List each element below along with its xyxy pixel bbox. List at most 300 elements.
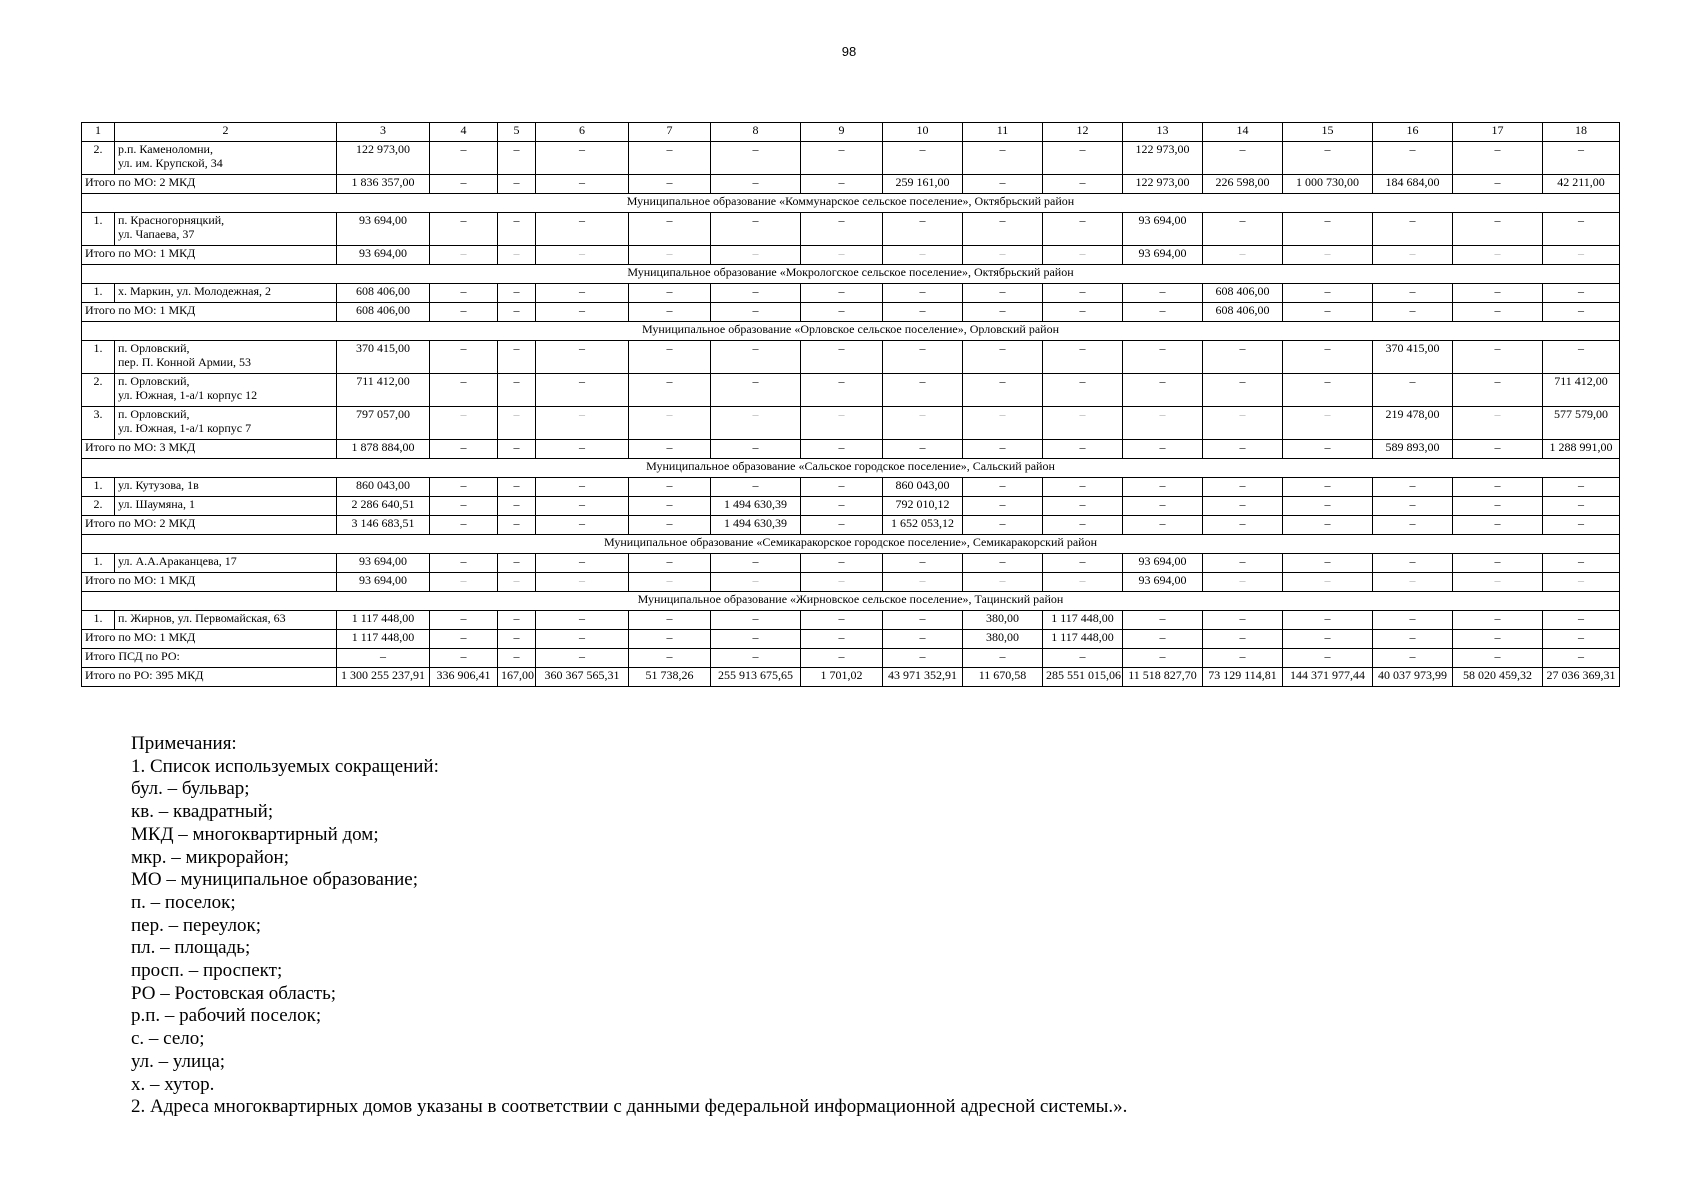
report-table (81, 122, 1620, 687)
value-cell: – (1453, 246, 1543, 265)
value-cell: 259 161,00 (883, 175, 963, 194)
value-cell: – (1373, 478, 1453, 497)
value-cell: – (1123, 407, 1203, 440)
note-line: ул. – улица; (131, 1050, 226, 1072)
value-cell: – (883, 611, 963, 630)
row-index: 1. (82, 213, 115, 246)
value-cell: – (629, 478, 711, 497)
row-index: 3. (82, 407, 115, 440)
value-cell: – (1283, 440, 1373, 459)
value-cell: 1 836 357,00 (337, 175, 430, 194)
value-cell: 43 971 352,91 (883, 668, 963, 687)
value-cell: – (1453, 573, 1543, 592)
value-cell: – (1543, 303, 1620, 322)
value-cell: – (1043, 478, 1123, 497)
value-cell: – (1283, 303, 1373, 322)
section-title: Муниципальное образование «Жирновское сельское поселение», Тацинский район (82, 592, 1620, 611)
value-cell: – (629, 440, 711, 459)
value-cell: – (711, 478, 801, 497)
note-line: МКД – многоквартирный дом; (131, 823, 379, 845)
value-cell: – (1283, 213, 1373, 246)
value-cell: – (430, 516, 498, 535)
value-cell: – (1453, 284, 1543, 303)
value-cell: – (1043, 407, 1123, 440)
value-cell: – (883, 573, 963, 592)
value-cell: – (1373, 611, 1453, 630)
value-cell: – (1283, 478, 1373, 497)
value-cell: – (1373, 213, 1453, 246)
value-cell: – (963, 516, 1043, 535)
section-title: Муниципальное образование «Мокрологское сельское поселение», Октябрьский район (82, 265, 1620, 284)
value-cell: – (801, 649, 883, 668)
column-number-row (82, 123, 1620, 142)
total-row (82, 668, 1620, 687)
value-cell: – (711, 554, 801, 573)
value-cell: – (801, 213, 883, 246)
value-cell: – (963, 175, 1043, 194)
column-number: 13 (1123, 123, 1203, 142)
value-cell: – (963, 554, 1043, 573)
column-number: 14 (1203, 123, 1283, 142)
value-cell: – (536, 175, 629, 194)
section-row (82, 459, 1620, 478)
value-cell: 1 288 991,00 (1543, 440, 1620, 459)
value-cell: – (536, 407, 629, 440)
value-cell: – (536, 516, 629, 535)
value-cell: – (1203, 374, 1283, 407)
value-cell: – (1373, 246, 1453, 265)
value-cell: – (1203, 142, 1283, 175)
value-cell: – (430, 554, 498, 573)
value-cell: – (1543, 246, 1620, 265)
address-cell: п. Орловский, ул. Южная, 1-а/1 корпус 12 (115, 374, 337, 407)
value-cell: – (1283, 284, 1373, 303)
value-cell: – (1283, 497, 1373, 516)
value-cell: – (1043, 142, 1123, 175)
value-cell: – (883, 246, 963, 265)
value-cell: – (801, 611, 883, 630)
note-line: 1. Список используемых сокращений: (131, 755, 439, 777)
value-cell: – (430, 374, 498, 407)
address-cell: п. Орловский, пер. П. Конной Армии, 53 (115, 341, 337, 374)
value-cell: – (1283, 649, 1373, 668)
value-cell: – (711, 246, 801, 265)
value-cell: – (1453, 630, 1543, 649)
value-cell: – (629, 611, 711, 630)
value-cell: – (801, 284, 883, 303)
address-cell: п. Жирнов, ул. Первомайская, 63 (115, 611, 337, 630)
note-line: 2. Адреса многоквартирных домов указаны в соответствии с данными федеральной информационной адресной системы.». (131, 1096, 1128, 1118)
value-cell: – (1543, 611, 1620, 630)
value-cell: 1 117 448,00 (1043, 611, 1123, 630)
value-cell: – (498, 497, 536, 516)
column-number: 10 (883, 123, 963, 142)
value-cell: 1 494 630,39 (711, 497, 801, 516)
value-cell: – (536, 554, 629, 573)
row-index: 1. (82, 611, 115, 630)
table-row (82, 611, 1620, 630)
value-cell: – (536, 440, 629, 459)
value-cell: 1 300 255 237,91 (337, 668, 430, 687)
value-cell: – (1283, 341, 1373, 374)
value-cell: 219 478,00 (1373, 407, 1453, 440)
total-label: Итого по МО: 1 МКД (82, 630, 337, 649)
value-cell: – (498, 649, 536, 668)
value-cell: – (1543, 142, 1620, 175)
value-cell: 608 406,00 (1203, 303, 1283, 322)
value-cell: – (963, 213, 1043, 246)
value-cell: – (711, 649, 801, 668)
value-cell: – (1543, 284, 1620, 303)
value-cell: 144 371 977,44 (1283, 668, 1373, 687)
value-cell: 122 973,00 (1123, 175, 1203, 194)
value-cell: 1 117 448,00 (337, 611, 430, 630)
value-cell: – (536, 284, 629, 303)
value-cell: – (963, 374, 1043, 407)
column-number: 16 (1373, 123, 1453, 142)
value-cell: 336 906,41 (430, 668, 498, 687)
column-number: 3 (337, 123, 430, 142)
value-cell: – (430, 611, 498, 630)
table-row (82, 341, 1620, 374)
value-cell: – (1123, 649, 1203, 668)
value-cell: – (1043, 516, 1123, 535)
value-cell: – (963, 573, 1043, 592)
value-cell: – (1043, 649, 1123, 668)
value-cell: – (883, 341, 963, 374)
value-cell: – (536, 246, 629, 265)
value-cell: 1 878 884,00 (337, 440, 430, 459)
table-row (82, 374, 1620, 407)
value-cell: – (1123, 497, 1203, 516)
value-cell: – (536, 478, 629, 497)
value-cell: 285 551 015,06 (1043, 668, 1123, 687)
value-cell: – (1043, 246, 1123, 265)
note-line: р.п. – рабочий поселок; (131, 1005, 322, 1027)
value-cell: 11 670,58 (963, 668, 1043, 687)
value-cell: 360 367 565,31 (536, 668, 629, 687)
value-cell: – (1123, 303, 1203, 322)
total-label: Итого по МО: 1 МКД (82, 303, 337, 322)
value-cell: – (1203, 213, 1283, 246)
value-cell: – (629, 142, 711, 175)
section-row (82, 592, 1620, 611)
column-number: 5 (498, 123, 536, 142)
value-cell: – (1453, 611, 1543, 630)
value-cell: – (963, 303, 1043, 322)
value-cell: – (629, 649, 711, 668)
value-cell: – (629, 341, 711, 374)
total-label: Итого по МО: 3 МКД (82, 440, 337, 459)
value-cell: – (963, 341, 1043, 374)
value-cell: – (1283, 611, 1373, 630)
value-cell: – (1453, 142, 1543, 175)
value-cell: – (711, 374, 801, 407)
value-cell: 93 694,00 (337, 213, 430, 246)
value-cell: – (1043, 303, 1123, 322)
column-number: 18 (1543, 123, 1620, 142)
value-cell: 73 129 114,81 (1203, 668, 1283, 687)
value-cell: – (711, 213, 801, 246)
value-cell: – (1453, 440, 1543, 459)
value-cell: 93 694,00 (1123, 573, 1203, 592)
value-cell: 184 684,00 (1373, 175, 1453, 194)
value-cell: – (883, 303, 963, 322)
row-index: 2. (82, 142, 115, 175)
value-cell: – (963, 407, 1043, 440)
value-cell: – (1123, 440, 1203, 459)
value-cell: 1 117 448,00 (1043, 630, 1123, 649)
value-cell: – (963, 440, 1043, 459)
address-cell: х. Маркин, ул. Молодежная, 2 (115, 284, 337, 303)
value-cell: – (1373, 374, 1453, 407)
value-cell: – (1283, 246, 1373, 265)
value-cell: – (801, 341, 883, 374)
value-cell: 608 406,00 (337, 284, 430, 303)
value-cell: 1 000 730,00 (1283, 175, 1373, 194)
value-cell: – (1203, 630, 1283, 649)
value-cell: – (536, 374, 629, 407)
table-row (82, 407, 1620, 440)
table-row (82, 213, 1620, 246)
column-number: 8 (711, 123, 801, 142)
value-cell: – (711, 630, 801, 649)
table-row (82, 142, 1620, 175)
value-cell: – (883, 407, 963, 440)
column-number: 7 (629, 123, 711, 142)
value-cell: – (498, 175, 536, 194)
value-cell: – (1043, 284, 1123, 303)
value-cell: 93 694,00 (1123, 554, 1203, 573)
value-cell: 93 694,00 (337, 554, 430, 573)
column-number: 4 (430, 123, 498, 142)
value-cell: – (1203, 497, 1283, 516)
value-cell: – (430, 649, 498, 668)
value-cell: – (801, 516, 883, 535)
value-cell: – (801, 303, 883, 322)
value-cell: 27 036 369,31 (1543, 668, 1620, 687)
section-title: Муниципальное образование «Сальское городское поселение», Сальский район (82, 459, 1620, 478)
table-row (82, 497, 1620, 516)
value-cell: – (711, 440, 801, 459)
value-cell: – (801, 554, 883, 573)
value-cell: – (629, 213, 711, 246)
value-cell: – (1203, 246, 1283, 265)
value-cell: – (1043, 374, 1123, 407)
value-cell: – (1453, 213, 1543, 246)
value-cell: – (801, 478, 883, 497)
value-cell: 1 701,02 (801, 668, 883, 687)
value-cell: – (1543, 630, 1620, 649)
value-cell: – (883, 142, 963, 175)
note-line: п. – поселок; (131, 891, 236, 913)
address-cell: ул. Шаумяна, 1 (115, 497, 337, 516)
value-cell: – (1043, 213, 1123, 246)
value-cell: 370 415,00 (1373, 341, 1453, 374)
value-cell: – (536, 142, 629, 175)
value-cell: – (536, 611, 629, 630)
value-cell: – (498, 440, 536, 459)
value-cell: – (629, 573, 711, 592)
value-cell: 226 598,00 (1203, 175, 1283, 194)
note-line: просп. – проспект; (131, 960, 283, 982)
row-index: 2. (82, 374, 115, 407)
value-cell: 589 893,00 (1373, 440, 1453, 459)
value-cell: – (1123, 630, 1203, 649)
value-cell: 711 412,00 (1543, 374, 1620, 407)
value-cell: – (430, 341, 498, 374)
total-row (82, 573, 1620, 592)
value-cell: – (1453, 649, 1543, 668)
value-cell: 380,00 (963, 630, 1043, 649)
value-cell: – (498, 478, 536, 497)
note-line: с. – село; (131, 1028, 205, 1050)
value-cell: – (1453, 554, 1543, 573)
value-cell: – (1543, 573, 1620, 592)
column-number: 17 (1453, 123, 1543, 142)
value-cell: – (1203, 440, 1283, 459)
note-line: бул. – бульвар; (131, 778, 250, 800)
value-cell: – (498, 303, 536, 322)
column-number: 6 (536, 123, 629, 142)
value-cell: 608 406,00 (1203, 284, 1283, 303)
value-cell: – (711, 611, 801, 630)
value-cell: – (963, 142, 1043, 175)
value-cell: – (883, 374, 963, 407)
value-cell: – (498, 284, 536, 303)
value-cell: 2 286 640,51 (337, 497, 430, 516)
value-cell: – (536, 573, 629, 592)
value-cell: – (430, 142, 498, 175)
total-label: Итого по МО: 1 МКД (82, 246, 337, 265)
row-index: 1. (82, 554, 115, 573)
value-cell: 860 043,00 (883, 478, 963, 497)
value-cell: 792 010,12 (883, 497, 963, 516)
value-cell: – (629, 630, 711, 649)
value-cell: 1 494 630,39 (711, 516, 801, 535)
column-number: 11 (963, 123, 1043, 142)
value-cell: – (711, 303, 801, 322)
value-cell: 608 406,00 (337, 303, 430, 322)
value-cell: – (1373, 303, 1453, 322)
value-cell: – (629, 516, 711, 535)
value-cell: – (430, 303, 498, 322)
value-cell: – (536, 497, 629, 516)
value-cell: – (1203, 611, 1283, 630)
value-cell: – (1453, 407, 1543, 440)
address-cell: п. Красногорняцкий, ул. Чапаева, 37 (115, 213, 337, 246)
address-cell: п. Орловский, ул. Южная, 1-а/1 корпус 7 (115, 407, 337, 440)
row-index: 1. (82, 284, 115, 303)
note-line: пл. – площадь; (131, 937, 251, 959)
column-number: 15 (1283, 123, 1373, 142)
row-index: 1. (82, 478, 115, 497)
value-cell: 93 694,00 (1123, 213, 1203, 246)
value-cell: – (1453, 516, 1543, 535)
value-cell: – (963, 649, 1043, 668)
value-cell: – (1043, 573, 1123, 592)
value-cell: – (1043, 440, 1123, 459)
total-label: Итого по РО: 395 МКД (82, 668, 337, 687)
value-cell: 255 913 675,65 (711, 668, 801, 687)
column-number: 12 (1043, 123, 1123, 142)
value-cell: – (629, 497, 711, 516)
value-cell: – (498, 246, 536, 265)
value-cell: – (1543, 213, 1620, 246)
value-cell: – (629, 554, 711, 573)
total-label: Итого по МО: 2 МКД (82, 516, 337, 535)
value-cell: – (1123, 341, 1203, 374)
value-cell: – (629, 246, 711, 265)
value-cell: – (1373, 142, 1453, 175)
value-cell: – (1203, 554, 1283, 573)
value-cell: – (1543, 341, 1620, 374)
total-row (82, 303, 1620, 322)
total-label: Итого ПСД по РО: (82, 649, 337, 668)
section-row (82, 535, 1620, 554)
total-label: Итого по МО: 2 МКД (82, 175, 337, 194)
value-cell: 380,00 (963, 611, 1043, 630)
section-row (82, 194, 1620, 213)
value-cell: – (883, 649, 963, 668)
value-cell: – (1203, 516, 1283, 535)
value-cell: – (629, 175, 711, 194)
value-cell: – (1043, 554, 1123, 573)
value-cell: – (801, 407, 883, 440)
value-cell: – (1543, 478, 1620, 497)
column-number: 2 (115, 123, 337, 142)
value-cell: – (711, 341, 801, 374)
value-cell: – (1043, 341, 1123, 374)
value-cell: 93 694,00 (337, 573, 430, 592)
value-cell: – (1283, 142, 1373, 175)
value-cell: – (883, 440, 963, 459)
value-cell: 1 652 053,12 (883, 516, 963, 535)
value-cell: 3 146 683,51 (337, 516, 430, 535)
value-cell: – (1283, 573, 1373, 592)
value-cell: – (498, 213, 536, 246)
note-line: РО – Ростовская область; (131, 982, 337, 1004)
value-cell: 711 412,00 (337, 374, 430, 407)
value-cell: – (1373, 649, 1453, 668)
notes (131, 733, 1127, 1119)
value-cell: – (1373, 573, 1453, 592)
total-label: Итого по МО: 1 МКД (82, 573, 337, 592)
value-cell: 167,00 (498, 668, 536, 687)
value-cell: – (430, 246, 498, 265)
note-line: МО – муниципальное образование; (131, 869, 419, 891)
value-cell: 797 057,00 (337, 407, 430, 440)
value-cell: – (711, 284, 801, 303)
value-cell: – (1373, 516, 1453, 535)
value-cell: – (629, 284, 711, 303)
table-row (82, 554, 1620, 573)
value-cell: – (498, 516, 536, 535)
value-cell: 51 738,26 (629, 668, 711, 687)
value-cell: – (883, 554, 963, 573)
total-row (82, 246, 1620, 265)
value-cell: – (1453, 478, 1543, 497)
value-cell: – (1543, 554, 1620, 573)
value-cell: 370 415,00 (337, 341, 430, 374)
value-cell: – (1543, 497, 1620, 516)
value-cell: – (1453, 341, 1543, 374)
value-cell: – (711, 573, 801, 592)
value-cell: 122 973,00 (337, 142, 430, 175)
value-cell: – (629, 374, 711, 407)
value-cell: – (1283, 630, 1373, 649)
value-cell: – (963, 497, 1043, 516)
